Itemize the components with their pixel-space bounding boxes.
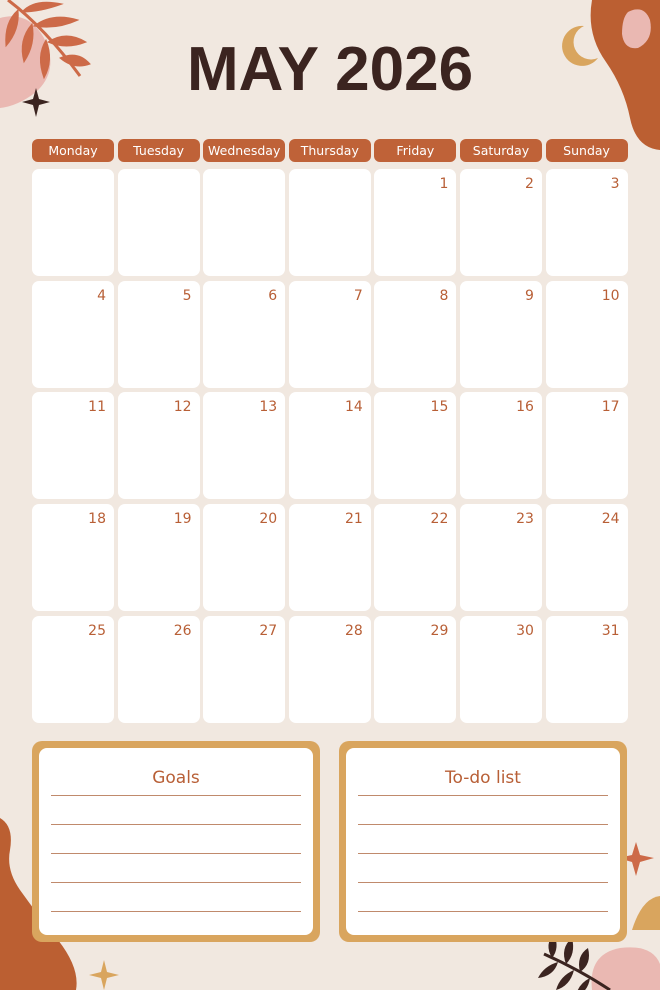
day-number: 1 — [439, 176, 449, 192]
day-number: 12 — [173, 399, 192, 416]
weekday-wednesday: Wednesday — [203, 139, 285, 162]
day-number: 17 — [601, 399, 620, 416]
day-cell[interactable] — [203, 281, 285, 388]
day-number: 28 — [344, 622, 363, 639]
todo-label: To-do list — [445, 768, 521, 788]
day-number: 7 — [353, 287, 363, 304]
writing-line[interactable] — [358, 911, 608, 912]
weekday-tuesday: Tuesday — [118, 139, 200, 162]
day-number: 8 — [439, 287, 449, 304]
day-number: 31 — [601, 622, 620, 639]
day-number: 3 — [610, 176, 620, 192]
day-number: 2 — [525, 176, 534, 192]
day-number: 5 — [182, 287, 192, 304]
writing-line[interactable] — [51, 824, 301, 825]
day-cell[interactable] — [289, 392, 371, 499]
day-number: 9 — [525, 287, 534, 304]
empty-day-cell — [203, 169, 285, 276]
writing-line[interactable] — [358, 882, 608, 883]
day-cell[interactable] — [118, 504, 200, 611]
empty-day-cell — [32, 169, 114, 276]
day-cell[interactable] — [32, 616, 114, 723]
day-cell[interactable] — [289, 616, 371, 723]
writing-line[interactable] — [51, 795, 301, 796]
weekday-header-row — [32, 139, 628, 162]
mustard-blob — [632, 896, 660, 930]
day-number: 20 — [259, 511, 278, 528]
day-number: 22 — [430, 511, 449, 528]
day-cell[interactable] — [118, 281, 200, 388]
day-cell[interactable] — [374, 392, 456, 499]
day-number: 24 — [601, 511, 620, 528]
day-number: 18 — [88, 511, 106, 528]
day-cell[interactable] — [289, 504, 371, 611]
writing-line[interactable] — [51, 853, 301, 854]
day-cell[interactable] — [546, 169, 628, 276]
day-number: 6 — [268, 287, 278, 304]
day-number: 25 — [88, 622, 106, 639]
todo-card — [339, 741, 627, 942]
day-cell[interactable] — [203, 616, 285, 723]
calendar-grid — [32, 169, 628, 723]
day-number: 16 — [516, 399, 534, 416]
day-cell[interactable] — [374, 281, 456, 388]
weekday-saturday: Saturday — [460, 139, 542, 162]
day-cell[interactable] — [203, 392, 285, 499]
day-cell[interactable] — [118, 392, 200, 499]
day-number: 21 — [344, 511, 363, 528]
writing-line[interactable] — [358, 853, 608, 854]
todo-card-inner — [346, 748, 620, 935]
day-number: 4 — [97, 287, 106, 304]
empty-day-cell — [118, 169, 200, 276]
day-cell[interactable] — [32, 392, 114, 499]
day-cell[interactable] — [289, 281, 371, 388]
day-cell[interactable] — [460, 504, 542, 611]
goals-card-inner — [39, 748, 313, 935]
day-cell[interactable] — [374, 169, 456, 276]
day-number: 27 — [259, 622, 278, 639]
day-cell[interactable] — [460, 169, 542, 276]
day-number: 11 — [88, 399, 106, 416]
day-number: 19 — [173, 511, 192, 528]
day-cell[interactable] — [546, 281, 628, 388]
day-number: 26 — [173, 622, 192, 639]
day-cell[interactable] — [460, 281, 542, 388]
day-number: 15 — [430, 399, 449, 416]
day-cell[interactable] — [374, 616, 456, 723]
goals-label: Goals — [152, 768, 200, 788]
day-cell[interactable] — [546, 504, 628, 611]
star-icon — [89, 960, 119, 990]
day-cell[interactable] — [32, 504, 114, 611]
day-cell[interactable] — [118, 616, 200, 723]
day-cell[interactable] — [374, 504, 456, 611]
goals-card — [32, 741, 320, 942]
day-number: 14 — [344, 399, 363, 416]
weekday-sunday: Sunday — [546, 139, 628, 162]
day-cell[interactable] — [203, 504, 285, 611]
day-number: 29 — [430, 622, 449, 639]
day-cell[interactable] — [32, 281, 114, 388]
day-cell[interactable] — [460, 616, 542, 723]
day-number: 13 — [259, 399, 278, 416]
day-cell[interactable] — [546, 616, 628, 723]
day-number: 10 — [601, 287, 620, 304]
weekday-monday: Monday — [32, 139, 114, 162]
weekday-thursday: Thursday — [289, 139, 371, 162]
empty-day-cell — [289, 169, 371, 276]
writing-line[interactable] — [358, 824, 608, 825]
day-number: 30 — [516, 622, 534, 639]
writing-line[interactable] — [51, 911, 301, 912]
day-cell[interactable] — [546, 392, 628, 499]
day-cell[interactable] — [460, 392, 542, 499]
page-title: MAY 2026 — [186, 35, 474, 104]
writing-line[interactable] — [51, 882, 301, 883]
weekday-friday: Friday — [374, 139, 456, 162]
writing-line[interactable] — [358, 795, 608, 796]
day-number: 23 — [516, 511, 534, 528]
